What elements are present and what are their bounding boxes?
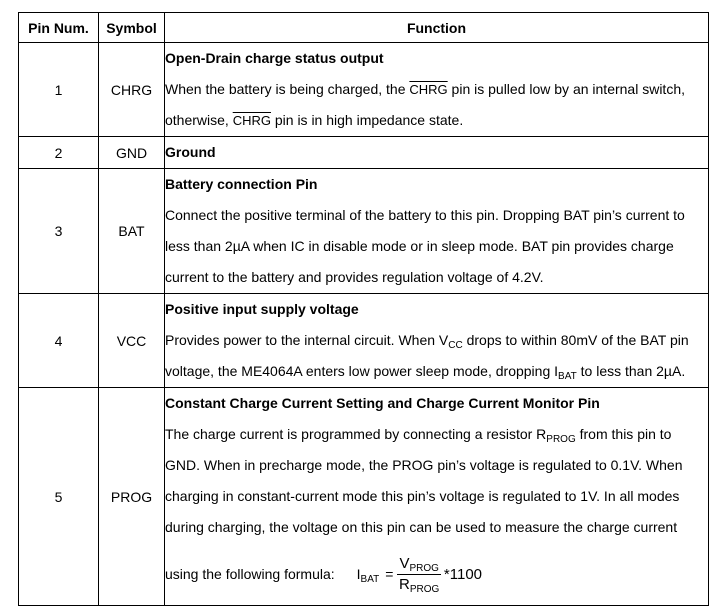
- subscript: PROG: [546, 434, 576, 445]
- formula-equals: =: [385, 566, 394, 582]
- charge-current-formula: [357, 555, 482, 594]
- fraction-numerator: [397, 555, 440, 575]
- function-line: [165, 105, 708, 136]
- formula-lhs: [356, 566, 380, 585]
- subscript: CC: [448, 340, 463, 351]
- pin-function: [165, 169, 709, 294]
- text: drops to within 80mV of the BAT pin: [462, 332, 689, 348]
- text: I: [356, 566, 361, 582]
- text: R: [399, 575, 410, 593]
- pin-function-table: [18, 12, 709, 606]
- pin-symbol: BAT: [99, 169, 165, 294]
- function-title: Ground: [165, 144, 216, 160]
- function-line: Connect the positive terminal of the battery to this pin. Dropping BAT pin’s current to: [165, 207, 685, 223]
- function-line: [165, 325, 708, 356]
- function-line: [165, 419, 708, 450]
- header-pin-num: Pin Num.: [19, 13, 99, 43]
- text: V: [399, 554, 410, 572]
- text: When the battery is being charged, the: [165, 81, 410, 97]
- fraction-denominator: [399, 575, 439, 594]
- formula-intro: using the following formula:: [165, 566, 335, 582]
- subscript: BAT: [360, 574, 380, 585]
- header-symbol: Symbol: [99, 13, 165, 43]
- table-row-prog: [19, 388, 709, 606]
- function-title: Positive input supply voltage: [165, 301, 359, 317]
- pin-function: [165, 43, 709, 137]
- pin-symbol: VCC: [99, 294, 165, 388]
- function-line: less than 2µA when IC in disable mode or in sleep mode. BAT pin provides charge: [165, 238, 674, 254]
- text: Provides power to the internal circuit. When V: [165, 332, 449, 348]
- table-row-gnd: [19, 137, 709, 169]
- text: from this pin to: [575, 426, 672, 442]
- pin-number: 1: [19, 43, 99, 137]
- text: pin is in high impedance state.: [270, 112, 464, 128]
- table-row-bat: [19, 169, 709, 294]
- text: otherwise,: [165, 112, 233, 128]
- table-row-chrg: [19, 43, 709, 137]
- header-function: Function: [165, 13, 709, 43]
- function-line: charging in constant-current mode this pin’s voltage is regulated to 1V. In all modes: [165, 488, 680, 504]
- pin-function: [165, 294, 709, 388]
- pin-symbol: CHRG: [99, 43, 165, 137]
- function-title: Open-Drain charge status output: [165, 50, 384, 66]
- table-header-row: [19, 13, 709, 43]
- formula-fraction: [397, 555, 440, 594]
- subscript: PROG: [409, 562, 439, 574]
- chrg-overline-symbol: CHRG: [232, 113, 271, 128]
- text: pin is pulled low by an internal switch,: [447, 81, 685, 97]
- pin-number: 2: [19, 137, 99, 169]
- function-line: during charging, the voltage on this pin can be used to measure the charge current: [165, 519, 678, 535]
- text: voltage, the ME4064A enters low power sleep mode, dropping I: [165, 363, 559, 379]
- pin-function: [165, 137, 709, 169]
- subscript: PROG: [409, 583, 440, 595]
- subscript: BAT: [558, 371, 577, 382]
- pin-number: 5: [19, 388, 99, 606]
- pin-symbol: GND: [99, 137, 165, 169]
- chrg-overline-symbol: CHRG: [409, 82, 448, 97]
- function-line: current to the battery and provides regulation voltage of 4.2V.: [165, 269, 544, 285]
- function-title: Battery connection Pin: [165, 176, 318, 192]
- pin-function: [165, 388, 709, 606]
- pin-number: 3: [19, 169, 99, 294]
- text: to less than 2µA.: [576, 363, 686, 379]
- pin-number: 4: [19, 294, 99, 388]
- text: The charge current is programmed by connecting a resistor R: [165, 426, 547, 442]
- formula-line: [165, 543, 708, 605]
- formula-multiplier: *1100: [443, 565, 483, 583]
- pin-symbol: PROG: [99, 388, 165, 606]
- function-line: [165, 356, 708, 387]
- function-title: Constant Charge Current Setting and Charge Current Monitor Pin: [165, 395, 600, 411]
- function-line: [165, 74, 708, 105]
- function-line: GND. When in precharge mode, the PROG pin’s voltage is regulated to 0.1V. When: [165, 457, 683, 473]
- table-row-vcc: [19, 294, 709, 388]
